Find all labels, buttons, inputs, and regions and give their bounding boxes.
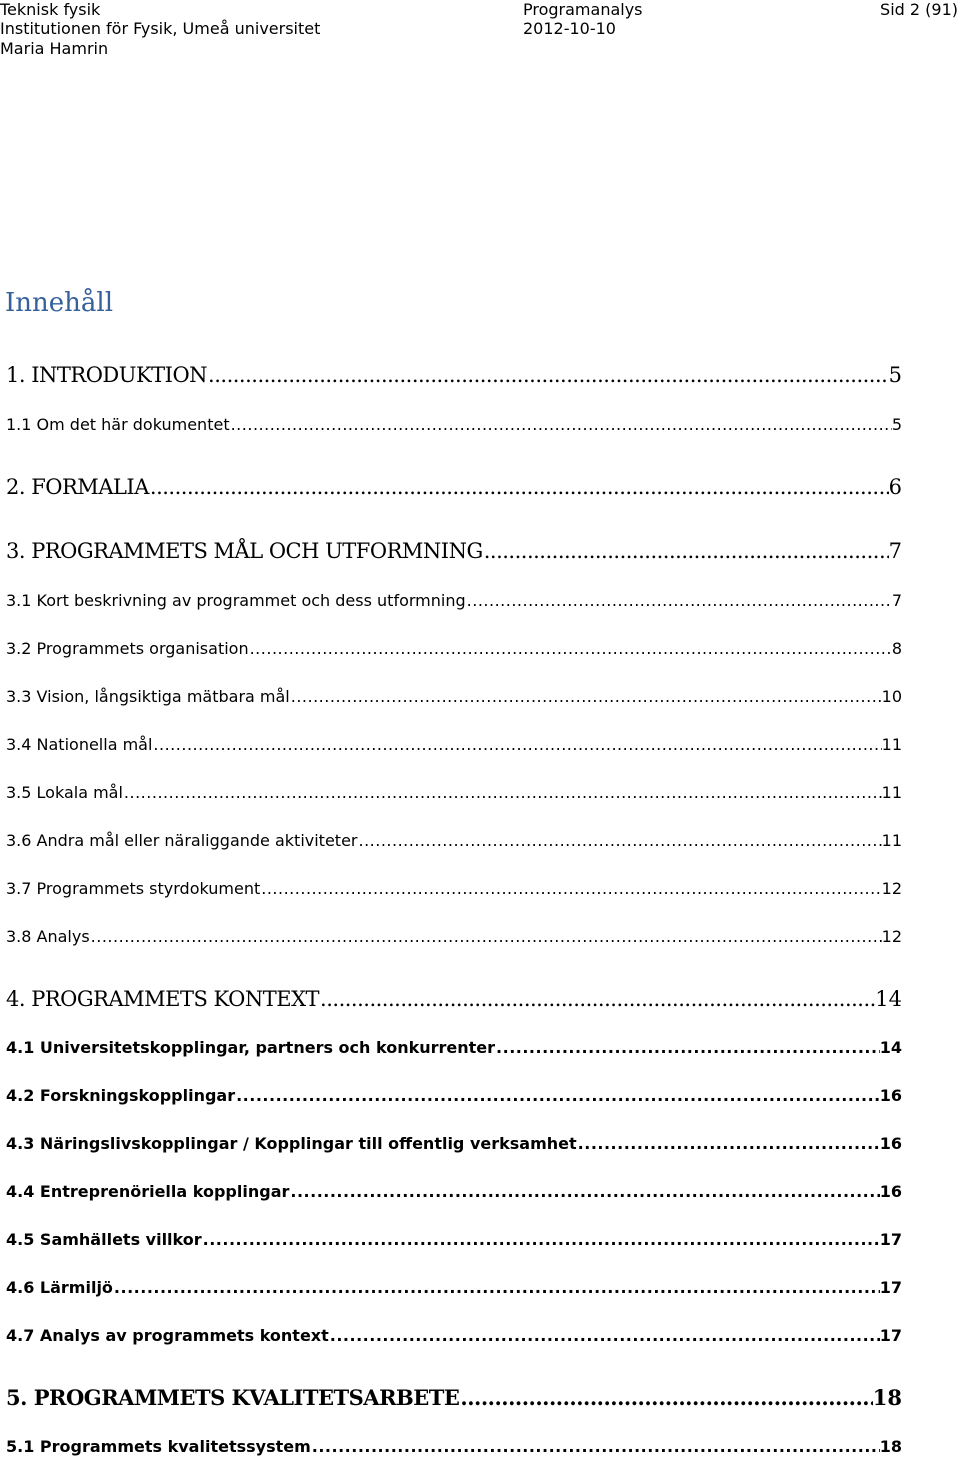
toc-entry-title: 4.3 Näringslivskopplingar / Kopplingar till offentlig verksamhet bbox=[6, 1134, 577, 1153]
toc-entry[interactable] bbox=[6, 1436, 902, 1458]
toc-dot-leader bbox=[459, 1385, 872, 1411]
toc-dot-leader bbox=[149, 474, 889, 500]
toc-entry-page: 16 bbox=[879, 1086, 902, 1105]
toc-entry-title: 3.8 Analys bbox=[6, 927, 90, 946]
toc-entry[interactable] bbox=[6, 1277, 902, 1299]
toc-dot-leader bbox=[495, 1037, 880, 1059]
toc-entry-page: 14 bbox=[875, 987, 902, 1011]
toc-entry-page: 17 bbox=[879, 1326, 902, 1345]
toc-dot-leader bbox=[260, 878, 881, 900]
toc-entry-title: 3.3 Vision, långsiktiga mätbara mål bbox=[6, 687, 290, 706]
toc-entry-page: 7 bbox=[888, 539, 902, 563]
toc-dot-leader bbox=[357, 830, 881, 852]
toc-entry-title: 4.4 Entreprenöriella kopplingar bbox=[6, 1182, 290, 1201]
toc-entry-page: 17 bbox=[879, 1278, 902, 1297]
toc-dot-leader bbox=[207, 362, 889, 388]
toc-entry[interactable] bbox=[6, 986, 902, 1012]
toc-entry-page: 17 bbox=[879, 1230, 902, 1249]
toc-entry-title: 2. FORMALIA bbox=[6, 475, 149, 499]
toc-dot-leader bbox=[249, 638, 892, 660]
header-page-number: Sid 2 (91) bbox=[880, 0, 958, 19]
toc-entry[interactable] bbox=[6, 878, 902, 900]
toc-entry-title: 4.1 Universitetskopplingar, partners och konkurrenter bbox=[6, 1038, 496, 1057]
toc-entry-page: 14 bbox=[879, 1038, 902, 1057]
toc-entry-title: 4.7 Analys av programmets kontext bbox=[6, 1326, 329, 1345]
toc-dot-leader bbox=[319, 986, 875, 1012]
toc-dot-leader bbox=[577, 1133, 880, 1155]
toc-entry-title: 4.2 Forskningskopplingar bbox=[6, 1086, 236, 1105]
toc-entry-page: 8 bbox=[891, 639, 902, 658]
toc-entry[interactable] bbox=[6, 538, 902, 564]
toc-dot-leader bbox=[466, 590, 892, 612]
toc-entry[interactable] bbox=[6, 638, 902, 660]
toc-entry-title: 4.5 Samhällets villkor bbox=[6, 1230, 202, 1249]
toc-entry-page: 16 bbox=[879, 1182, 902, 1201]
toc-entry[interactable] bbox=[6, 362, 902, 388]
toc-entry[interactable] bbox=[6, 1133, 902, 1155]
header-doc-title: Programanalys bbox=[523, 0, 643, 19]
toc-entry-page: 5 bbox=[891, 415, 902, 434]
toc-entry-title: 1.1 Om det här dokumentet bbox=[6, 415, 230, 434]
toc-entry-title: 3.1 Kort beskrivning av programmet och dess utformning bbox=[6, 591, 466, 610]
toc-dot-leader bbox=[230, 414, 892, 436]
toc-entry-title: 4.6 Lärmiljö bbox=[6, 1278, 113, 1297]
toc-dot-leader bbox=[152, 734, 881, 756]
toc-entry-page: 18 bbox=[872, 1385, 902, 1410]
toc-entry-page: 11 bbox=[881, 735, 902, 754]
toc-title: Innehåll bbox=[5, 288, 114, 318]
toc-entry-title: 3.2 Programmets organisation bbox=[6, 639, 249, 658]
toc-entry-page: 12 bbox=[881, 879, 902, 898]
toc-entry-title: 5. PROGRAMMETS KVALITETSARBETE bbox=[6, 1385, 460, 1410]
toc-dot-leader bbox=[483, 538, 889, 564]
toc-entry-page: 18 bbox=[879, 1437, 902, 1456]
toc-entry-page: 11 bbox=[881, 783, 902, 802]
header-institution: Institutionen för Fysik, Umeå universitet bbox=[0, 19, 321, 38]
toc-entry[interactable] bbox=[6, 1037, 902, 1059]
header-author: Maria Hamrin bbox=[0, 39, 109, 58]
toc-entry-page: 6 bbox=[888, 475, 902, 499]
toc-entry-title: 3.5 Lokala mål bbox=[6, 783, 123, 802]
toc-dot-leader bbox=[289, 1181, 879, 1203]
toc-entry-title: 3.6 Andra mål eller näraliggande aktiviteter bbox=[6, 831, 358, 850]
toc-dot-leader bbox=[113, 1277, 880, 1299]
toc-entry[interactable] bbox=[6, 1181, 902, 1203]
toc-entry-page: 5 bbox=[888, 363, 902, 387]
toc-dot-leader bbox=[90, 926, 882, 948]
toc-entry[interactable] bbox=[6, 1385, 902, 1411]
toc-dot-leader bbox=[329, 1325, 880, 1347]
toc-entry-title: 4. PROGRAMMETS KONTEXT bbox=[6, 987, 320, 1011]
toc-dot-leader bbox=[235, 1085, 880, 1107]
toc-entry-page: 12 bbox=[881, 927, 902, 946]
toc-dot-leader bbox=[311, 1436, 880, 1458]
toc-entry[interactable] bbox=[6, 830, 902, 852]
toc-entry-page: 7 bbox=[891, 591, 902, 610]
toc-entry[interactable] bbox=[6, 1085, 902, 1107]
toc-entry-title: 3.7 Programmets styrdokument bbox=[6, 879, 261, 898]
toc-entry[interactable] bbox=[6, 926, 902, 948]
header-course: Teknisk fysik bbox=[0, 0, 101, 19]
toc-entry-page: 11 bbox=[881, 831, 902, 850]
header-date: 2012-10-10 bbox=[523, 19, 616, 38]
toc-entry[interactable] bbox=[6, 686, 902, 708]
toc-entry[interactable] bbox=[6, 1325, 902, 1347]
toc-entry[interactable] bbox=[6, 590, 902, 612]
toc-entry[interactable] bbox=[6, 734, 902, 756]
toc-entry-title: 3. PROGRAMMETS MÅL OCH UTFORMNING bbox=[6, 539, 483, 563]
toc-entry-title: 1. INTRODUKTION bbox=[6, 363, 208, 387]
toc-entry[interactable] bbox=[6, 1229, 902, 1251]
toc-entry-title: 5.1 Programmets kvalitetssystem bbox=[6, 1437, 311, 1456]
toc-dot-leader bbox=[123, 782, 882, 804]
toc-dot-leader bbox=[290, 686, 882, 708]
toc-dot-leader bbox=[202, 1229, 880, 1251]
toc-entry[interactable] bbox=[6, 414, 902, 436]
toc-entry-page: 16 bbox=[879, 1134, 902, 1153]
toc-entry-title: 3.4 Nationella mål bbox=[6, 735, 153, 754]
toc-entry[interactable] bbox=[6, 474, 902, 500]
toc-entry[interactable] bbox=[6, 782, 902, 804]
toc-entry-page: 10 bbox=[881, 687, 902, 706]
